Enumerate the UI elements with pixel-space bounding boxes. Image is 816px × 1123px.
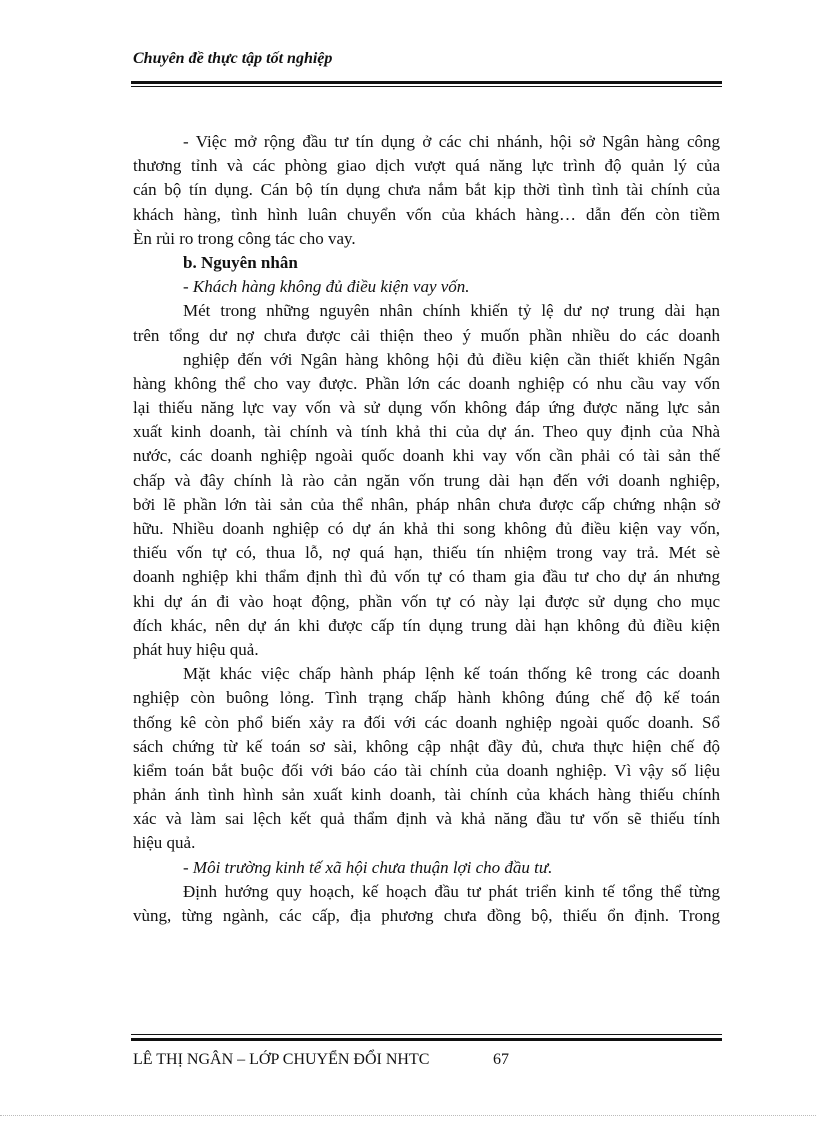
body-line: sách chứng từ kế toán sơ sài, không cập nhật đầy đủ, chưa thực hiện chế độ xyxy=(133,736,720,756)
body-line: b. Nguyên nhân xyxy=(183,252,298,272)
page-bottom-border xyxy=(0,1115,816,1116)
body-line: khi dự án đi vào hoạt động, phần vốn tự có này lại được sử dụng cho mục xyxy=(133,591,720,611)
body-line: thống kê còn phổ biến xảy ra đối với các doanh nghiệp ngoài quốc doanh. Sổ xyxy=(133,712,720,732)
body-line: lại thiếu năng lực vay vốn và sử dụng vốn không đáp ứng được năng lực sản xyxy=(133,398,720,418)
body-line: Mặt khác việc chấp hành pháp lệnh kế toán thống kê trong các doanh xyxy=(183,664,720,684)
body-line: khách hàng, tình hình luân chuyển vốn của khách hàng… dẫn đến còn tiềm xyxy=(133,204,720,224)
footer-rule xyxy=(131,1038,722,1041)
body-line: bởi lẽ phần lớn tài sản của thể nhân, pháp nhân chưa được cấp chứng nhận sở xyxy=(133,494,720,514)
footer-author: LÊ THỊ NGÂN – LỚP CHUYỂN ĐỔI NHTC xyxy=(133,1051,430,1068)
footer-rule-thin xyxy=(131,1034,722,1035)
body-line: Mét trong những nguyên nhân chính khiến tỷ lệ dư nợ trung dài hạn xyxy=(183,301,720,321)
body-line: nghiệp đến với Ngân hàng không hội đủ điều kiện cần thiết khiến Ngân xyxy=(183,349,720,369)
header-rule-thin xyxy=(131,86,722,87)
body-line: cán bộ tín dụng. Cán bộ tín dụng chưa nắm bắt kịp thời tình tình tài chính của xyxy=(133,180,720,200)
body-line: hữu. Nhiều doanh nghiệp có dự án khả thi song không đủ điều kiện vay vốn, xyxy=(133,519,720,538)
body-line: phản ánh tình hình sản xuất kinh doanh, tài chính của khách hàng thiếu chính xyxy=(133,785,720,805)
body-line: nghiệp còn buông lỏng. Tình trạng chấp hành không đúng chế độ kế toán xyxy=(133,688,720,708)
page-header-title: Chuyên đề thực tập tốt nghiệp xyxy=(133,50,333,67)
body-line: hiệu quả. xyxy=(133,833,196,853)
body-text xyxy=(133,130,720,928)
body-line: Định hướng quy hoạch, kế hoạch đầu tư phát triển kinh tế tổng thể từng xyxy=(183,881,720,901)
page-number: 67 xyxy=(493,1051,509,1068)
body-line: Èn rủi ro trong công tác cho vay. xyxy=(133,228,356,248)
body-line: phát huy hiệu quả. xyxy=(133,639,259,659)
body-line: hàng không thể cho vay được. Phần lớn các doanh nghiệp có nhu cầu vay vốn xyxy=(133,373,720,393)
body-line: đích khác, nên dự án khi được cấp tín dụng trung dài hạn không đủ điều kiện xyxy=(133,615,720,635)
body-line: vùng, từng ngành, các cấp, địa phương chưa đồng bộ, thiếu ổn định. Trong xyxy=(133,906,720,925)
body-line: xuất kinh doanh, tài chính và tính khả thi của dự án. Theo quy định của Nhà xyxy=(133,422,720,442)
body-line: chấp và đây chính là rào cản ngăn vốn trung dài hạn đến với doanh nghiệp, xyxy=(133,470,720,490)
body-line: thiếu vốn tự có, thua lỗ, nợ quá hạn, thiếu tín nhiệm trong vay trả. Mét sè xyxy=(133,543,720,563)
body-line: - Môi trường kinh tế xã hội chưa thuận lợi cho đầu tư. xyxy=(183,857,553,877)
body-line: - Khách hàng không đủ điều kiện vay vốn. xyxy=(183,277,470,297)
body-line: doanh nghiệp khi thẩm định thì đủ vốn tự có tham gia đầu tư cho dự án nhưng xyxy=(133,567,720,587)
body-line: kiểm toán bắt buộc đối với báo cáo tài chính của doanh nghiệp. Vì vậy số liệu xyxy=(133,760,720,780)
body-line: nước, các doanh nghiệp ngoài quốc doanh khi vay vốn cần phải có tài sản thế xyxy=(133,446,720,466)
body-line: trên tổng dư nợ chưa được cải thiện theo ý muốn phần nhiều do các doanh xyxy=(133,325,720,345)
body-line: thương tỉnh và các phòng giao dịch vượt quá năng lực trình độ quản lý của xyxy=(133,156,720,176)
header-rule xyxy=(131,81,722,84)
body-line: xác và làm sai lệch kết quả thẩm định và khả năng đầu tư vốn sẽ thiếu tính xyxy=(133,809,720,829)
body-line: - Việc mở rộng đầu tư tín dụng ở các chi nhánh, hội sở Ngân hàng công xyxy=(183,132,720,151)
